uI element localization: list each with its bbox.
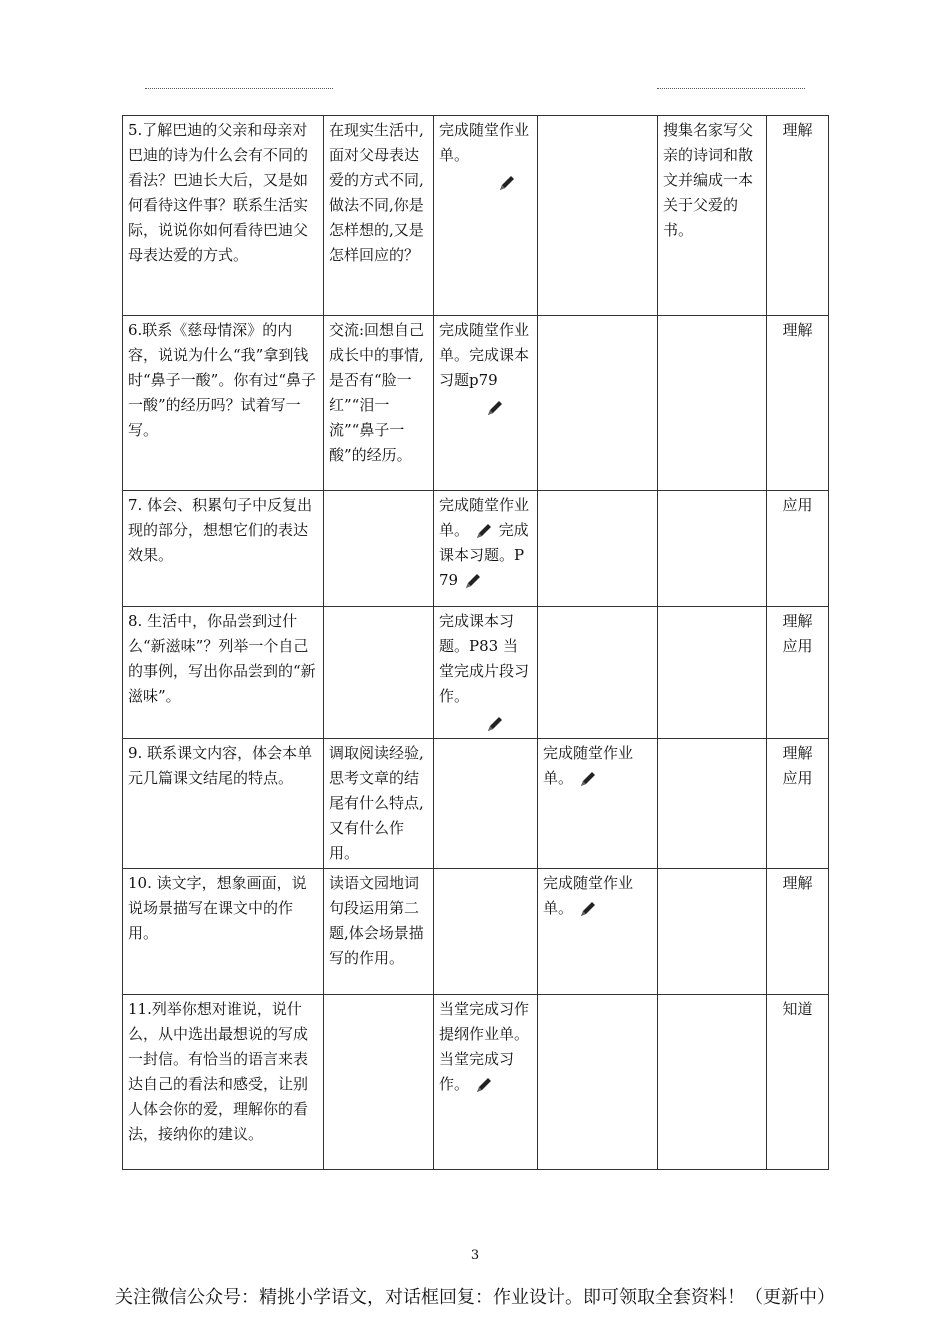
goal-cell: 10. 读文字，想象画面，说说场景描写在课文中的作用。 [123,869,324,995]
level-text: 理解 [782,612,813,630]
activity-cell [324,995,434,1170]
inclass-text: 完成课本习题。P79 [439,521,529,589]
extend-cell [658,869,767,995]
page-number: 3 [470,1248,480,1263]
inclass-text: 完成随堂作业单。 [439,496,530,539]
pen-icon [439,395,532,420]
footer-notice: 关注微信公众号：精挑小学语文，对话框回复：作业设计。即可领取全套资料！（更新中） [115,1287,835,1308]
inclass-cell [434,607,538,739]
goal-cell: 7. 体会、积累句子中反复出现的部分，想想它们的表达效果。 [123,491,324,607]
goal-cell: 9. 联系课文内容，体会本单元几篇课文结尾的特点。 [123,739,324,869]
level-cell: 理解 [767,316,829,491]
pen-icon [474,521,499,539]
activity-cell: 调取阅读经验,思考文章的结尾有什么特点,又有什么作用。 [324,739,434,869]
after-class-cell [538,316,658,491]
table-row [123,607,829,739]
after-class-text: 完成随堂作业单。 [543,744,634,787]
pen-icon [578,899,598,917]
inclass-cell [434,869,538,995]
pen-icon [463,571,483,589]
goal-cell: 11.列举你想对谁说，说什么，从中选出最想说的写成一封信。有恰当的语言来表达自己的看法和感受，让别人体会你的爱，理解你的看法，接纳你的建议。 [123,995,324,1170]
pen-icon [439,170,532,195]
inclass-text: 完成随堂作业单。 [439,121,530,164]
extend-cell [658,995,767,1170]
inclass-text: 完成课本习题。P83 当堂完成片段习作。 [439,612,530,705]
goal-cell: 8. 生活中，你品尝到过什么“新滋味”？列举一个自己的事例，写出你品尝到的“新滋味”。 [123,607,324,739]
after-class-cell [538,607,658,739]
inclass-text: 完成随堂作业单。完成课本习题p79 [439,321,530,389]
pen-icon [474,1075,494,1093]
activity-cell: 读语文园地词句段运用第二题,体会场景描写的作用。 [324,869,434,995]
inclass-text: 当堂完成习作提纲作业单。 [439,1000,530,1043]
activity-cell [324,607,434,739]
pen-icon [578,769,598,787]
goal-cell: 5.了解巴迪的父亲和母亲对巴迪的诗为什么会有不同的看法？巴迪长大后，又是如何看待这件事？联系生活实际，说说你如何看待巴迪父母表达爱的方式。 [123,116,324,316]
table-row [123,739,829,869]
level-cell: 知道 [767,995,829,1170]
extend-cell [658,607,767,739]
goal-cell: 6.联系《慈母情深》的内容，说说为什么“我”拿到钱时“鼻子一酸”。你有过“鼻子一酸”的经历吗？试着写一写。 [123,316,324,491]
inclass-cell [434,491,538,607]
level-cell [767,607,829,739]
after-class-cell [538,491,658,607]
pen-icon [439,711,532,736]
table-row [123,116,829,316]
table-row [123,491,829,607]
header-rule-left [145,88,333,89]
inclass-cell [434,116,538,316]
level-cell: 理解 [767,869,829,995]
table-row [123,316,829,491]
level-cell: 理解 [767,116,829,316]
extend-cell [658,316,767,491]
inclass-cell [434,316,538,491]
inclass-cell [434,995,538,1170]
after-class-text: 完成随堂作业单。 [543,874,634,917]
level-text: 应用 [782,637,813,655]
after-class-cell [538,739,658,869]
extend-cell: 搜集名家写父亲的诗词和散文并编成一本关于父爱的书。 [658,116,767,316]
level-cell [767,739,829,869]
table-row [123,869,829,995]
homework-design-table [122,115,829,1170]
inclass-text: 当堂完成习作。 [439,1050,515,1093]
after-class-cell [538,116,658,316]
header-rule-right [657,88,805,89]
inclass-cell [434,739,538,869]
after-class-cell [538,995,658,1170]
extend-cell [658,739,767,869]
level-cell: 应用 [767,491,829,607]
level-text: 理解 [782,744,813,762]
table-row [123,995,829,1170]
activity-cell: 在现实生活中,面对父母表达爱的方式不同,做法不同,你是怎样想的,又是怎样回应的？ [324,116,434,316]
level-text: 应用 [782,769,813,787]
activity-cell [324,491,434,607]
extend-cell [658,491,767,607]
activity-cell: 交流:回想自己成长中的事情,是否有“脸一红”“泪一流”“鼻子一酸”的经历。 [324,316,434,491]
after-class-cell [538,869,658,995]
